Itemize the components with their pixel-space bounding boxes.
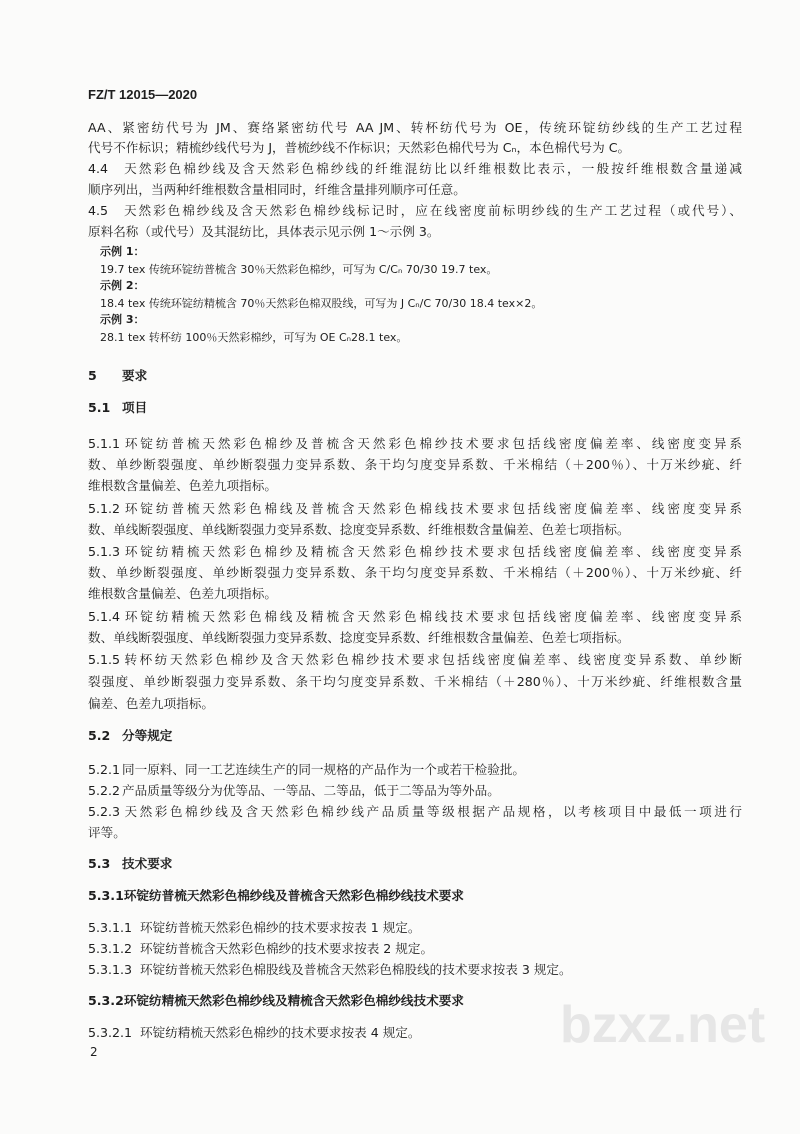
clause-line: 数、单线断裂强度、单线断裂强力变异系数、捻度变异系数、纤维根数含量偏差、色差七项指标。 — [88, 630, 630, 645]
clause-5-1-3 — [88, 543, 742, 561]
clause-text: 同一原料、同一工艺连续生产的同一规格的产品作为一个或若干检验批。 — [122, 762, 525, 777]
clause-text: 环锭纺普梳天然彩色棉线及普梳含天然彩色棉线技术要求包括线密度偏差率、线密度变异系 — [122, 501, 742, 516]
section-title: 分等规定 — [122, 728, 173, 743]
intro-line: 代号不作标识；精梳纱线代号为 J，普梳纱线不作标识；天然彩色棉代号为 Cₙ，本色棉代号为 C。 — [88, 140, 631, 155]
watermark: bzxz.net — [560, 996, 766, 1054]
section-number: 5.3 — [88, 856, 111, 871]
clause-text: 天然彩色棉纱线及含天然彩色棉纱线产品质量等级根据产品规格，以考核项目中最低一项进行 — [122, 804, 742, 819]
clause-5-2-2 — [88, 782, 742, 800]
clause-4-4 — [88, 160, 742, 178]
clause-number: 5.2.3 — [88, 804, 121, 819]
clause-line: 维根数含量偏差、色差九项指标。 — [88, 586, 277, 601]
clause-line: 裂强度、单纱断裂强力变异系数、条干均匀度变异系数、千米棉结（＋280％）、十万米纱疵、纤维根数含量 — [88, 674, 742, 689]
clause-5-3-1-3 — [88, 961, 742, 979]
clause-5-1-4 — [88, 608, 742, 626]
example-text: 18.4 tex 传统环锭纺精梳含 70％天然彩色棉双股线，可写为 J Cₙ/C 70/30 18.4 tex×2。 — [100, 297, 543, 310]
clause-number: 5.3.1.2 — [88, 941, 133, 956]
clause-line: 数、单纱断裂强度、单纱断裂强力变异系数、条干均匀度变异系数、千米棉结（＋200％）、十万米纱疵、纤 — [88, 457, 742, 472]
section-number: 5.1 — [88, 400, 111, 415]
clause-4-5-cont: 原料名称（或代号）及其混纺比，具体表示见示例 1～示例 3。 — [88, 224, 440, 239]
intro-line: AA、紧密纺代号为 JM、赛络紧密纺代号 AA JM、转杯纺代号为 OE，传统环锭纺纱线的生产工艺过程 — [88, 120, 742, 135]
clause-text: 环锭纺精梳天然彩色棉纱及精梳含天然彩色棉纱技术要求包括线密度偏差率、线密度变异系 — [122, 544, 742, 559]
clause-line: 数、单纱断裂强度、单纱断裂强力变异系数、条干均匀度变异系数、千米棉结（＋200％）、十万米纱疵、纤 — [88, 565, 742, 580]
clause-text: 天然彩色棉纱线及含天然彩色棉纱线标记时，应在线密度前标明纱线的生产工艺过程（或代号）、 — [122, 203, 742, 218]
clause-line: 评等。 — [88, 825, 126, 840]
example-label: 示例 1： — [100, 245, 145, 258]
clause-text: 环锭纺精梳天然彩色棉纱的技术要求按表 4 规定。 — [140, 1025, 421, 1040]
section-number: 5.2 — [88, 728, 111, 743]
clause-text: 环锭纺普梳天然彩色棉纱及普梳含天然彩色棉纱技术要求包括线密度偏差率、线密度变异系 — [122, 436, 742, 451]
clause-number: 5.1.1 — [88, 436, 121, 451]
section-5-heading — [88, 367, 742, 385]
clause-text: 环锭纺普梳含天然彩色棉纱的技术要求按表 2 规定。 — [140, 941, 434, 956]
example-text: 28.1 tex 转杯纺 100％天然彩棉纱，可写为 OE Cₙ28.1 tex。 — [100, 331, 408, 344]
section-title: 技术要求 — [122, 856, 173, 871]
clause-number: 5.2.1 — [88, 762, 121, 777]
section-5-3-heading — [88, 855, 742, 873]
clause-number: 4.4 — [88, 161, 109, 176]
clause-number: 5.3.1.3 — [88, 962, 133, 977]
standard-code-header: FZ/T 12015—2020 — [88, 87, 198, 102]
clause-5-2-1 — [88, 761, 742, 779]
clause-5-3-1-1 — [88, 919, 742, 937]
section-title: 环锭纺精梳天然彩色棉纱线及精梳含天然彩色棉纱线技术要求 — [123, 993, 464, 1008]
example-label: 示例 2： — [100, 279, 145, 292]
clause-line: 偏差、色差九项指标。 — [88, 696, 214, 711]
clause-number: 5.2.2 — [88, 783, 121, 798]
clause-text: 天然彩色棉纱线及含天然彩色棉纱线的纤维混纺比以纤维根数比表示，一般按纤维根数含量递减 — [122, 161, 742, 176]
clause-number: 5.1.3 — [88, 544, 121, 559]
clause-number: 5.3.2.1 — [88, 1025, 133, 1040]
clause-text: 转杯纺天然彩色棉纱及含天然彩色棉纱技术要求包括线密度偏差率、线密度变异系数、单纱断 — [122, 652, 742, 667]
section-title: 项目 — [122, 400, 148, 415]
clause-4-4-cont: 顺序列出，当两种纤维根数含量相同时，纤维含量排列顺序可任意。 — [88, 182, 466, 197]
clause-5-2-3 — [88, 803, 742, 821]
section-5-3-1-heading — [88, 887, 742, 905]
example-label: 示例 3： — [100, 313, 145, 326]
clause-number: 5.1.4 — [88, 609, 121, 624]
clause-text: 环锭纺普梳天然彩色棉纱的技术要求按表 1 规定。 — [140, 920, 421, 935]
clause-line: 维根数含量偏差、色差九项指标。 — [88, 478, 277, 493]
clause-text: 环锭纺精梳天然彩色棉线及精梳含天然彩色棉线技术要求包括线密度偏差率、线密度变异系 — [122, 609, 742, 624]
clause-5-1-5 — [88, 651, 742, 669]
page-number: 2 — [90, 1045, 98, 1059]
clause-number: 4.5 — [88, 203, 109, 218]
example-text: 19.7 tex 传统环锭纺普梳含 30％天然彩色棉纱，可写为 C/Cₙ 70/30 19.7 tex。 — [100, 263, 498, 276]
clause-number: 5.3.1.1 — [88, 920, 133, 935]
section-5-1-heading — [88, 399, 742, 417]
section-title: 环锭纺普梳天然彩色棉纱线及普梳含天然彩色棉纱线技术要求 — [123, 888, 464, 903]
clause-line: 数、单线断裂强度、单线断裂强力变异系数、捻度变异系数、纤维根数含量偏差、色差七项指标。 — [88, 522, 630, 537]
section-number: 5.3.1 — [88, 888, 124, 903]
section-5-2-heading — [88, 727, 742, 745]
clause-text: 环锭纺普梳天然彩色棉股线及普梳含天然彩色棉股线的技术要求按表 3 规定。 — [140, 962, 572, 977]
clause-text: 产品质量等级分为优等品、一等品、二等品，低于二等品为等外品。 — [122, 783, 500, 798]
clause-number: 5.1.5 — [88, 652, 121, 667]
section-title: 要求 — [122, 368, 148, 383]
section-number: 5.3.2 — [88, 993, 124, 1008]
clause-number: 5.1.2 — [88, 501, 121, 516]
clause-5-1-1 — [88, 435, 742, 453]
clause-4-5 — [88, 202, 742, 220]
clause-5-1-2 — [88, 500, 742, 518]
section-number: 5 — [88, 368, 97, 383]
clause-5-3-1-2 — [88, 940, 742, 958]
